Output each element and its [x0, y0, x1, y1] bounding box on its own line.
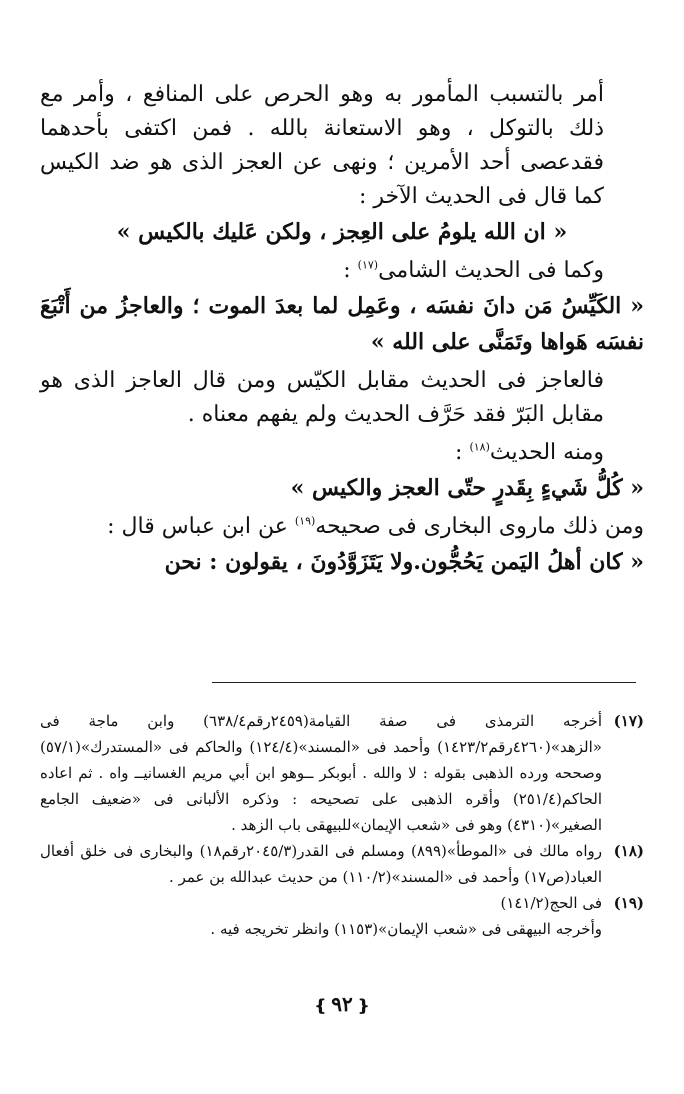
- footnote-number: (١٧): [613, 712, 644, 730]
- hadith-quote-4: « كان أهلُ اليَمن يَحُجُّون.ولا يَتَزَوَّدُونَ ، يقولون : نحن: [164, 549, 644, 575]
- paragraph-4-end: :: [455, 440, 470, 465]
- paragraph-4-text: ومنه الحديث: [489, 440, 604, 465]
- paragraph-1: أمر بالتسبب المأمور به وهو الحرص على المنافع ، وأمر مع ذلك بالتوكل ، وهو الاستعانة بالله . فمن اكتفى بأحدهما فقدعصى أحد الأمرين ؛ ونهى عن العجز الذى هو ضد الكيس كما قال فى الحديث الآخر :: [40, 82, 604, 209]
- footnote-ref-18: (١٨): [469, 440, 490, 454]
- footnotes: [40, 708, 644, 942]
- paragraph-3: فالعاجز فى الحديث مقابل الكيّس ومن قال العاجز الذى هو مقابل البَرّ فقد حَرَّف الحديث ولم يفهم معناه .: [40, 368, 604, 427]
- footnote-19-continuation: وأخرجه البيهقى فى «شعب الإيمان»(١١٥٣) وانظر تخريجه فيه .: [210, 920, 602, 938]
- footnote-19: [40, 890, 644, 916]
- footnote-ref-17: (١٧): [357, 258, 379, 272]
- main-text: [40, 78, 644, 580]
- footnote-text: فى الحج(١٤١/٢): [500, 894, 602, 912]
- paragraph-2-text: وكما فى الحديث الشامى: [378, 258, 604, 283]
- footnote-ref-19: (١٩): [294, 514, 316, 528]
- hadith-quote-3: « كُلُّ شَيءٍ بِقَدرٍ حتّى العجز والكيس »: [290, 475, 644, 501]
- footnote-17: [40, 708, 644, 838]
- paragraph-5-end: عن ابن عباس قال :: [107, 514, 295, 539]
- ornament-left-icon: ❴: [313, 996, 328, 1015]
- footnote-text: رواه مالك فى «الموطأ»(٨٩٩) ومسلم فى القدر(٢٠٤٥/٣رقم١٨) والبخارى فى خلق أفعال العباد(ص١٧) وأحمد فى «المسند»(١١٠/٢) من حديث عبدالله بن عمر .: [40, 842, 602, 886]
- hadith-quote-2: « الكَيِّسُ مَن دانَ نفسَه ، وعَمِل لما بعدَ الموت ؛ والعاجزُ من أَتْبَعَ نفسَه هَواها وتَمَنَّى على الله »: [40, 293, 644, 355]
- footnote-18: [40, 838, 644, 890]
- page-number: [0, 992, 684, 1016]
- ornament-right-icon: ❵: [356, 996, 371, 1015]
- footnote-number: (١٩): [613, 894, 644, 912]
- paragraph-5: [40, 510, 644, 544]
- paragraph-2-end: :: [343, 258, 358, 283]
- paragraph-5-text: ومن ذلك ماروى البخارى فى صحيحه: [315, 514, 644, 539]
- footnote-text: أخرجه الترمذى فى صفة القيامة(٢٤٥٩رقم٦٣٨/٤) وابن ماجة فى «الزهد»(٤٢٦٠رقم١٤٢٣/٢) وأحمد فى «المسند»(١٢٤/٤) والحاكم فى «المستدرك»(٥٧/١) وصححه ورده الذهبى بقوله : لا والله . أبوبكر ــوهو ابن أبي مريم الغسانيــ واه . ثم اعاده الحاكم(٢٥١/٤) وأقره الذهبى على تصحيحه : وذكره الألبانى فى «ضعيف الجامع الصغير»(٤٣١٠) وهو فى «شعب الإيمان»للبيهقى باب الزهد .: [40, 712, 602, 834]
- paragraph-4: [40, 436, 644, 470]
- footnote-number: (١٨): [613, 842, 644, 860]
- paragraph-2: [40, 254, 644, 288]
- footnote-divider: [212, 682, 636, 683]
- hadith-quote-1: « ان الله يلومُ على العِجز ، ولكن عَليك بالكيس »: [116, 219, 568, 245]
- page-number-value: ٩٢: [331, 992, 353, 1016]
